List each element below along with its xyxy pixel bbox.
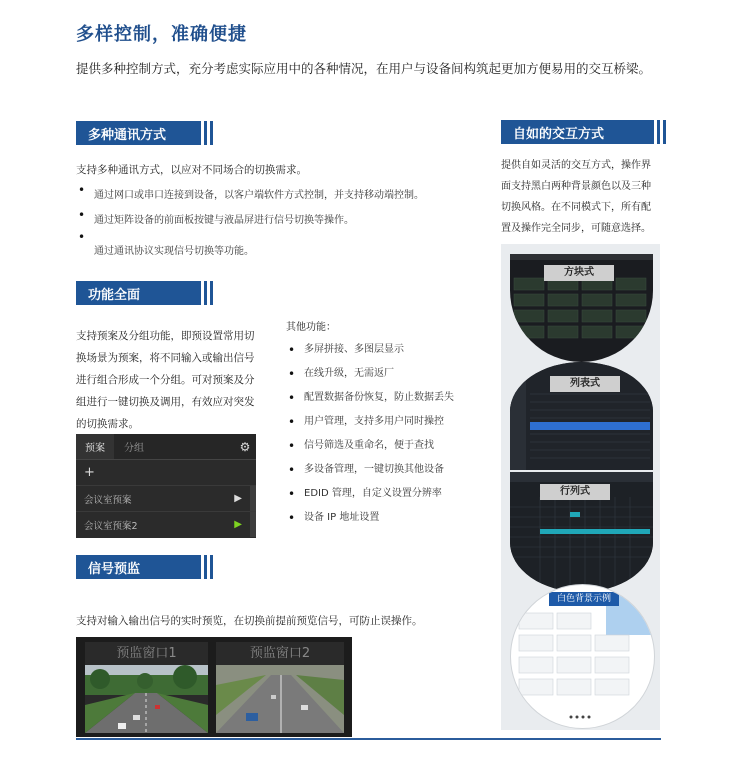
list-item[interactable]: 会议室预案2 ▶ (76, 511, 256, 537)
list-item: • EDID 管理，自定义设置分辨率 (288, 487, 442, 501)
section-header-func (76, 281, 213, 305)
list-item: • 设备 IP 地址设置 (288, 511, 380, 525)
signal-desc: 支持对输入输出信号的实时预览，在切换前提前预览信号，可防止误操作。 (76, 615, 423, 627)
highway-image (216, 665, 344, 733)
footer-divider (76, 738, 661, 740)
section-header-comm (76, 121, 213, 145)
list-item[interactable]: 会议室预案 ▶ (76, 485, 256, 511)
preset-panel (76, 434, 256, 538)
style-label: 行列式 (540, 484, 610, 500)
list-item: • 多屏拼接、多图层显示 (288, 343, 404, 357)
style-label: 方块式 (544, 265, 614, 281)
other-functions-title: 其他功能： (286, 322, 336, 333)
section-title: 多种通讯方式 (76, 121, 201, 145)
list-item: • 配置数据备份恢复，防止数据丢失 (288, 391, 454, 405)
preview-window-1 (85, 642, 208, 733)
list-style-screenshot (510, 362, 653, 470)
list-item: • 通过通讯协议实现信号切换等功能。 (78, 230, 254, 257)
list-item: • 多设备管理，一键切换其他设备 (288, 463, 444, 477)
add-preset-button[interactable]: + (84, 465, 95, 480)
comm-bullets (78, 183, 498, 267)
highway-image (85, 665, 208, 733)
block-style-screenshot (510, 254, 653, 362)
gear-icon[interactable]: ⚙ (239, 439, 251, 454)
preview-window-label: 预监窗口1 (116, 646, 177, 661)
white-style-screenshot (510, 584, 655, 729)
list-item: • 通过矩阵设备的前面板按键与液晶屏进行信号切换等操作。 (78, 208, 354, 226)
tab-presets[interactable]: 预案 (76, 434, 114, 459)
section-header-signal (76, 555, 213, 579)
interaction-paragraph: 提供自如灵活的交互方式，操作界 面支持黑白两种背景颜色以及三种 切换风格。在不同模式下，所有配 置及操作完全同步，可随意选择。 (501, 160, 651, 234)
list-item: • 信号筛选及重命名，便于查找 (288, 439, 434, 453)
other-functions-list (286, 338, 491, 530)
tab-groups[interactable]: 分组 (124, 443, 144, 454)
page-title: 多样控制，准确便捷 (76, 24, 247, 45)
preview-panel (76, 637, 352, 737)
list-item: • 在线升级，无需返厂 (288, 367, 394, 381)
style-label: 白色背景示例 (549, 592, 619, 606)
style-showcase (501, 244, 660, 730)
section-title: 信号预监 (76, 555, 201, 579)
row-column-style-screenshot (510, 472, 653, 592)
preview-window-label: 预监窗口2 (249, 646, 311, 661)
play-icon[interactable]: ▶ (234, 493, 242, 504)
panel-tabs (76, 434, 256, 460)
list-item: • 通过网口或串口连接到设备，以客户端软件方式控制，并支持移动端控制。 (78, 183, 424, 201)
preview-window-2 (216, 642, 344, 733)
func-paragraph: 支持预案及分组功能，即预设置常用切 换场景为预案，将不同输入或输出信号 进行组合形成一个分组。可对预案及分 组进行一键切换及调用，有效应对突发 的切换需求。 (76, 330, 255, 430)
play-icon[interactable]: ▶ (234, 519, 242, 530)
section-title: 功能全面 (76, 281, 201, 305)
intro-text: 提供多种控制方式，充分考虑实际应用中的各种情况，在用户与设备间构筑起更加方便易用的交互桥梁。 (76, 61, 652, 76)
section-title: 自如的交互方式 (501, 120, 654, 144)
style-label: 列表式 (550, 376, 620, 392)
section-header-interaction (501, 120, 666, 144)
comm-desc: 支持多种通讯方式，以应对不同场合的切换需求。 (76, 164, 307, 176)
list-item: • 用户管理，支持多用户同时操控 (288, 415, 444, 429)
